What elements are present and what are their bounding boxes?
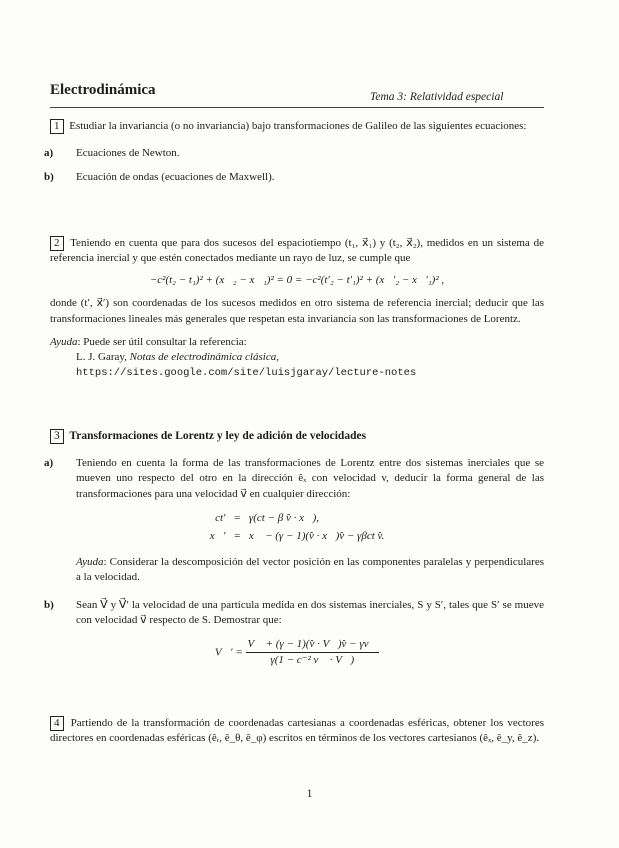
list-item: [44, 170, 544, 185]
problem-number-box: 4: [50, 716, 64, 731]
item-label: b): [44, 598, 54, 611]
page-number: 1: [306, 788, 313, 800]
item-text: Ecuaciones de Newton.: [76, 147, 180, 160]
hint: [50, 335, 544, 350]
problem-number-box: 3: [50, 429, 64, 444]
item-text: Teniendo en cuenta la forma de las transformaciones de Lorentz entre dos sistemas inerciales que se mueven uno respecto del otro en la dirección êₓ con velocidad v, deducir la forma general de las transformaciones para una velocidad v⃗ en cualquier dirección:: [76, 457, 544, 500]
header-rule: [50, 107, 544, 108]
equation-rhs: γ(ct − β v̂ · x⃗),: [248, 512, 319, 525]
problem-3: [44, 428, 544, 668]
list-item: [44, 598, 544, 629]
hint-label: Ayuda: [76, 556, 104, 569]
problem-number-box: 1: [50, 119, 64, 134]
fraction: [246, 637, 380, 669]
reference-author: L. J. Garay,: [76, 351, 130, 364]
equation-lhs: x⃗′: [209, 529, 226, 542]
equals-sign: =: [233, 529, 241, 542]
reference-title: Notas de electrodinámica clásica,: [129, 351, 279, 364]
problem-text: donde (t′, x⃗′) son coordenadas de los sucesos medidos en otro sistema de referencia inercial; deducir que las transformaciones lineales más generales que respetan esta invariancia son las transformaciones de Lorentz.: [50, 297, 544, 325]
equation-lhs: V⃗′ =: [214, 646, 243, 659]
problem-title: Transformaciones de Lorentz y ley de adición de velocidades: [69, 430, 367, 442]
problem-2: [50, 236, 544, 380]
item-label: b): [44, 170, 54, 183]
list-item: [44, 146, 544, 161]
problem-4: [50, 716, 544, 747]
equation: −c²(t₂ − t₁)² + (x⃗₂ − x⃗₁)² = 0 = −c²(t′₂ − t′₁)² + (x⃗′₂ − x⃗′₁)² ,: [149, 273, 445, 286]
item-label: a): [44, 457, 54, 470]
hint-text: : Puede ser útil consultar la referencia:: [77, 335, 247, 348]
problem-text: Teniendo en cuenta que para dos sucesos del espaciotiempo (t₁, x⃗₁) y (t₂, x⃗₂), medidos en un sistema de referencia inercial y que estén conectados mediante un rayo de luz, se cumple que: [50, 237, 544, 265]
equation: [50, 637, 544, 669]
reference-url[interactable]: https://sites.google.com/site/luisjgaray/lecture-notes: [76, 366, 417, 379]
item-label: a): [44, 147, 54, 160]
fraction-numerator: V⃗ + (γ − 1)(v̂ · V⃗)v̂ − γv⃗: [246, 637, 380, 653]
hint: [50, 555, 544, 586]
problem-1: [44, 119, 544, 185]
problem-number-box: 2: [50, 236, 64, 251]
hint-text: : Considerar la descomposición del vector posición en las componentes paralelas y perpendiculares a la velocidad.: [76, 556, 544, 584]
fraction-denominator: γ(1 − c⁻² v⃗ · V⃗): [270, 654, 355, 666]
reference: [50, 350, 544, 365]
topic-title: Tema 3: Relatividad especial: [370, 91, 504, 103]
equation-system: [206, 510, 389, 545]
equals-sign: =: [233, 512, 241, 525]
equation-lhs: ct′: [215, 512, 226, 525]
item-text: Sean V⃗ y V⃗′ la velocidad de una partícula medida en dos sistemas inerciales, S y S′, tales que S′ se mueve con velocidad v⃗ respecto de S. Demostrar que:: [76, 598, 544, 627]
list-item: [44, 456, 544, 502]
problem-text: Estudiar la invariancia (o no invariancia) bajo transformaciones de Galileo de las siguientes ecuaciones:: [69, 120, 527, 132]
course-title: Electrodinámica: [50, 82, 156, 98]
equation-rhs: x⃗ − (γ − 1)(v̂ · x⃗)v̂ − γβct v̂.: [248, 529, 385, 542]
hint-label: Ayuda: [50, 335, 78, 348]
item-text: Ecuación de ondas (ecuaciones de Maxwell).: [76, 170, 275, 183]
problem-text: Partiendo de la transformación de coordenadas cartesianas a coordenadas esféricas, obtener los vectores directores en coordenadas esféricas (êᵣ, ê_θ, ê_φ) escritos en términos de los vectores cartesianos (êₓ, ê_y, ê_z).: [50, 717, 545, 745]
